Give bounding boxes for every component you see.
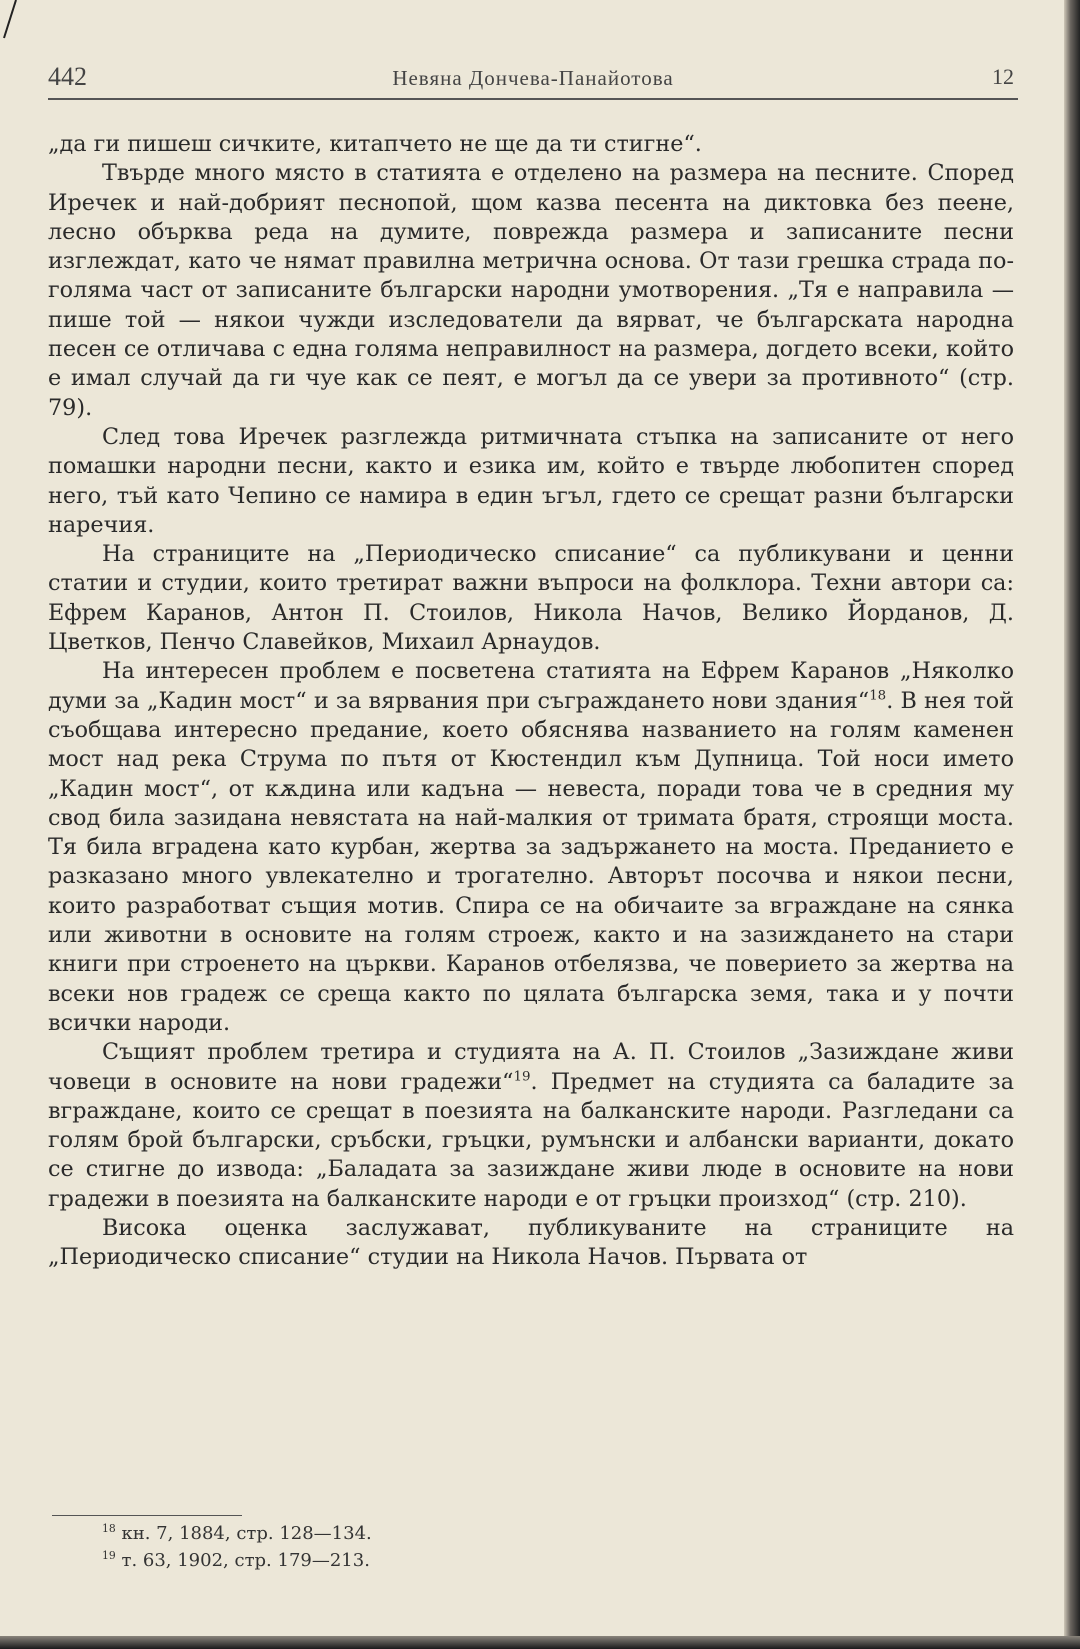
footnote-divider — [52, 1515, 242, 1516]
paragraph: След това Иречек разглежда ритмичната стъпка на записаните от него помашки народни песни, както и езика им, който е твърде любопитен според него, тъй като Чепино се намира в един ъгъл, гдето се срещат разни български наречия. — [48, 423, 1014, 538]
running-title: Невяна Дончева-Панайотова — [392, 66, 674, 90]
pen-mark — [2, 0, 20, 40]
paragraph: Висока оценка заслужават, публикуваните на страниците на „Периодическо списание“ студии на Никола Начов. Първата от — [48, 1214, 1014, 1271]
footnote-text: кн. 7, 1884, стр. 128—134. — [121, 1523, 372, 1544]
footnote-number: 18 — [102, 1522, 116, 1535]
page-edge-shadow — [1064, 0, 1080, 1649]
paragraph-text: Същият проблем третира и студията на А. П. Стоилов „Зазиждане живи човеци в основите на нови градежи“ — [48, 1039, 1014, 1095]
main-text — [48, 130, 1014, 1273]
footnote-text: т. 63, 1902, стр. 179—213. — [121, 1550, 370, 1571]
section-number: 12 — [992, 64, 1014, 89]
paragraph — [48, 657, 1014, 1038]
paragraph: На страниците на „Периодическо списание“ са публикувани и ценни статии и студии, които третират важни въпроси на фолклора. Техни автори са: Ефрем Каранов, Антон П. Стоилов, Никола Начов, Велико Йорданов, Д. Цветков, Пенчо Славейков, Михаил Арнаудов. — [48, 541, 1014, 656]
paragraph-text: . Предмет на студията са баладите за вграждане, които се срещат в поезията на балканските народи. Разгледани са голям брой български, сръбски, гръцки, румънски и албански варианти, докато се стигне до извода: „Баладата за зазиждане живи люде в основите на нови градежи в поезията на балканските народи е от гръцки произход“ (стр. 210). — [48, 1068, 1014, 1212]
paragraph — [48, 1038, 1014, 1214]
page-number: 442 — [48, 62, 87, 91]
footnote-ref[interactable]: 19 — [513, 1069, 531, 1085]
paragraph-text: На интересен проблем е посветена статията на Ефрем Каранов „Няколко думи за „Кадин мост“ и за вярвания при съграждането нови здания“ — [48, 658, 1014, 714]
paragraph: „да ги пишеш сичките, китапчето не ще да ти стигне“. — [48, 131, 702, 157]
footnotes — [102, 1520, 902, 1574]
page-bottom-shadow — [0, 1636, 1080, 1649]
footnote-ref[interactable]: 18 — [869, 688, 887, 704]
paragraph-text: . В нея той съобщава интересно предание, което обяснява названието на голям каменен мост над река Струма по пътя от Кюстендил към Дупница. Той носи името „Кадин мост“, от кѫдина или кадъна — невеста, поради това че в средния му свод била зазидана невястата на най-малкия от тримата братя, строящи моста. Тя била вградена като курбан, жертва за задържането на моста. Преданието е разказано много увлекателно и трогателно. Авторът посочва и някои песни, които разработват същия мотив. Спира се на обичаите за вграждане на сянка или животни в основите на голям строеж, както и на зазиждането на стари книги при строенето на църкви. Каранов отбелязва, че поверието за жертва на всеки нов градеж се среща както по цялата българска земя, така и у почти всички народи. — [48, 687, 1014, 1036]
footnote — [102, 1520, 902, 1547]
page-header — [48, 58, 1018, 100]
paragraph: Твърде много място в статията е отделено на размера на песните. Според Иречек и най-добрият песнопой, щом казва песента на диктовка без пеене, лесно обърква реда на думите, поврежда размера и записаните песни изглеждат, като че нямат правилна метрична основа. От тази грешка страда по-голяма част от записаните български народни умотворения. „Тя е направила — пише той — някои чужди изследователи да вярват, че българската народна песен се отличава с една голяма неправилност на размера, догдето всеки, който е имал случай да ги чуе как се пеят, е могъл да се увери за противното“ (стр. 79). — [48, 160, 1014, 421]
footnote — [102, 1547, 902, 1574]
footnote-number: 19 — [102, 1549, 116, 1562]
